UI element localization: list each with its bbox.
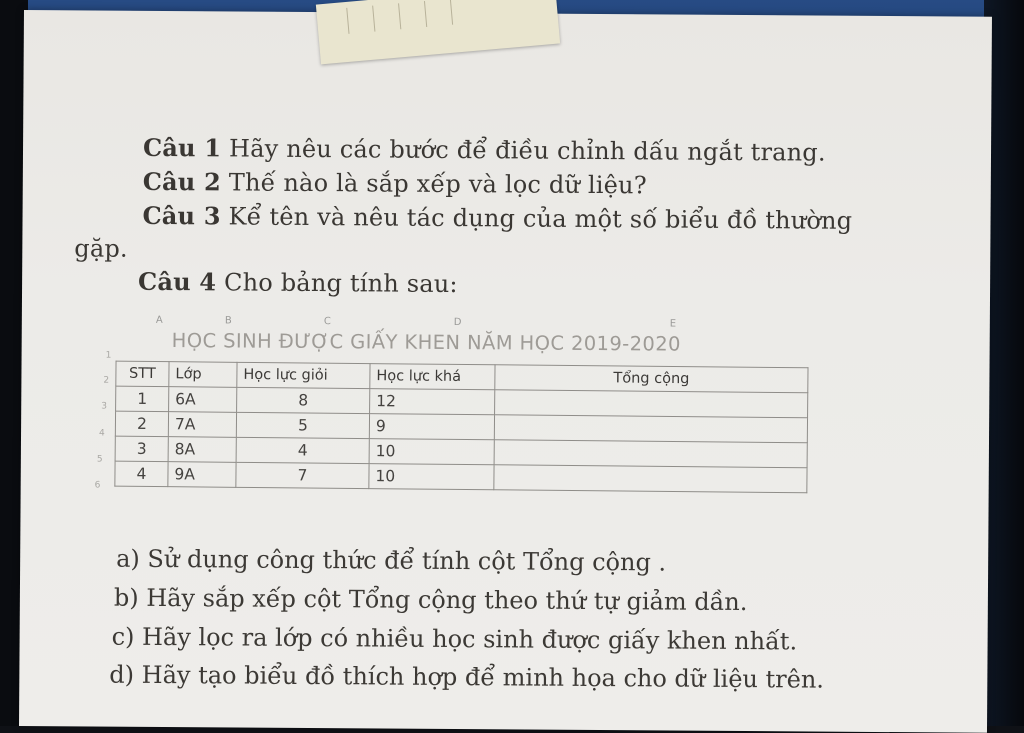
scrap-line <box>424 1 427 27</box>
header-tong-cong: Tổng cộng <box>495 365 808 393</box>
row-number-1: 1 <box>105 350 112 361</box>
cell-tong-cong <box>494 415 807 443</box>
header-stt: STT <box>116 361 169 387</box>
row-number-4: 4 <box>99 428 105 439</box>
scrap-line <box>398 3 401 29</box>
sub-question-d: d) Hãy tạo biểu đồ thích hợp để minh họa cho dữ liệu trên. <box>109 660 825 694</box>
row-number-2: 2 <box>103 375 110 386</box>
question-4-text: Cho bảng tính sau: <box>224 268 458 299</box>
row-number-6: 6 <box>94 480 101 491</box>
scrap-line <box>346 8 349 34</box>
spreadsheet-title: HỌC SINH ĐƯỢC GIẤY KHEN NĂM HỌC 2019-2020 <box>171 329 681 356</box>
scrap-line <box>450 0 453 25</box>
question-3-label: Câu 3 <box>142 200 221 231</box>
column-header-c: C <box>323 316 331 328</box>
sub-question-b: b) Hãy sắp xếp cột Tổng cộng theo thứ tự giảm dần. <box>113 583 748 617</box>
cell-stt: 1 <box>116 386 169 412</box>
cell-lop: 7A <box>168 412 236 438</box>
question-4-label: Câu 4 <box>138 266 217 297</box>
cell-kha: 12 <box>370 389 495 415</box>
cell-tong-cong <box>494 465 807 493</box>
table-row <box>115 461 807 493</box>
cell-kha: 10 <box>369 439 494 465</box>
sub-question-a: a) Sử dụng công thức để tính cột Tổng cộng . <box>116 544 667 577</box>
question-1 <box>143 133 826 167</box>
question-1-label: Câu 1 <box>142 132 222 163</box>
cell-gioi: 7 <box>236 462 369 488</box>
cell-kha: 9 <box>369 414 494 440</box>
scrap-line <box>372 6 375 32</box>
cell-stt: 3 <box>115 436 168 462</box>
question-3-continuation: gặp. <box>74 234 128 263</box>
cell-kha: 10 <box>369 464 494 490</box>
question-4 <box>138 267 458 298</box>
header-hoc-luc-gioi: Học lực giỏi <box>237 362 370 388</box>
question-2 <box>143 167 647 200</box>
cell-tong-cong <box>494 440 807 468</box>
cell-stt: 2 <box>115 411 168 437</box>
cell-gioi: 5 <box>236 412 369 438</box>
spreadsheet-table <box>114 361 808 494</box>
question-2-text: Thế nào là sắp xếp và lọc dữ liệu? <box>228 168 647 200</box>
row-number-5: 5 <box>96 454 103 465</box>
question-2-label: Câu 2 <box>142 166 222 197</box>
cell-stt: 4 <box>115 461 168 487</box>
question-3 <box>142 201 852 235</box>
header-hoc-luc-kha: Học lực khá <box>370 364 495 390</box>
column-header-e: E <box>669 318 677 330</box>
question-3-text: Kể tên và nêu tác dụng của một số biểu đồ thường <box>228 202 853 235</box>
column-header-b: B <box>224 315 232 327</box>
row-number-3: 3 <box>101 401 108 412</box>
cell-tong-cong <box>495 390 808 418</box>
paper-sheet <box>19 10 992 733</box>
column-header-d: D <box>453 317 462 329</box>
cell-gioi: 4 <box>236 437 369 463</box>
column-header-a: A <box>155 314 163 326</box>
cell-lop: 6A <box>169 387 237 413</box>
cell-gioi: 8 <box>237 387 370 413</box>
cell-lop: 9A <box>168 462 236 488</box>
sub-question-c: c) Hãy lọc ra lớp có nhiều học sinh được giấy khen nhất. <box>111 622 798 656</box>
header-lop: Lớp <box>169 362 237 388</box>
cell-lop: 8A <box>168 437 236 463</box>
question-1-text: Hãy nêu các bước để điều chỉnh dấu ngắt trang. <box>228 134 826 167</box>
